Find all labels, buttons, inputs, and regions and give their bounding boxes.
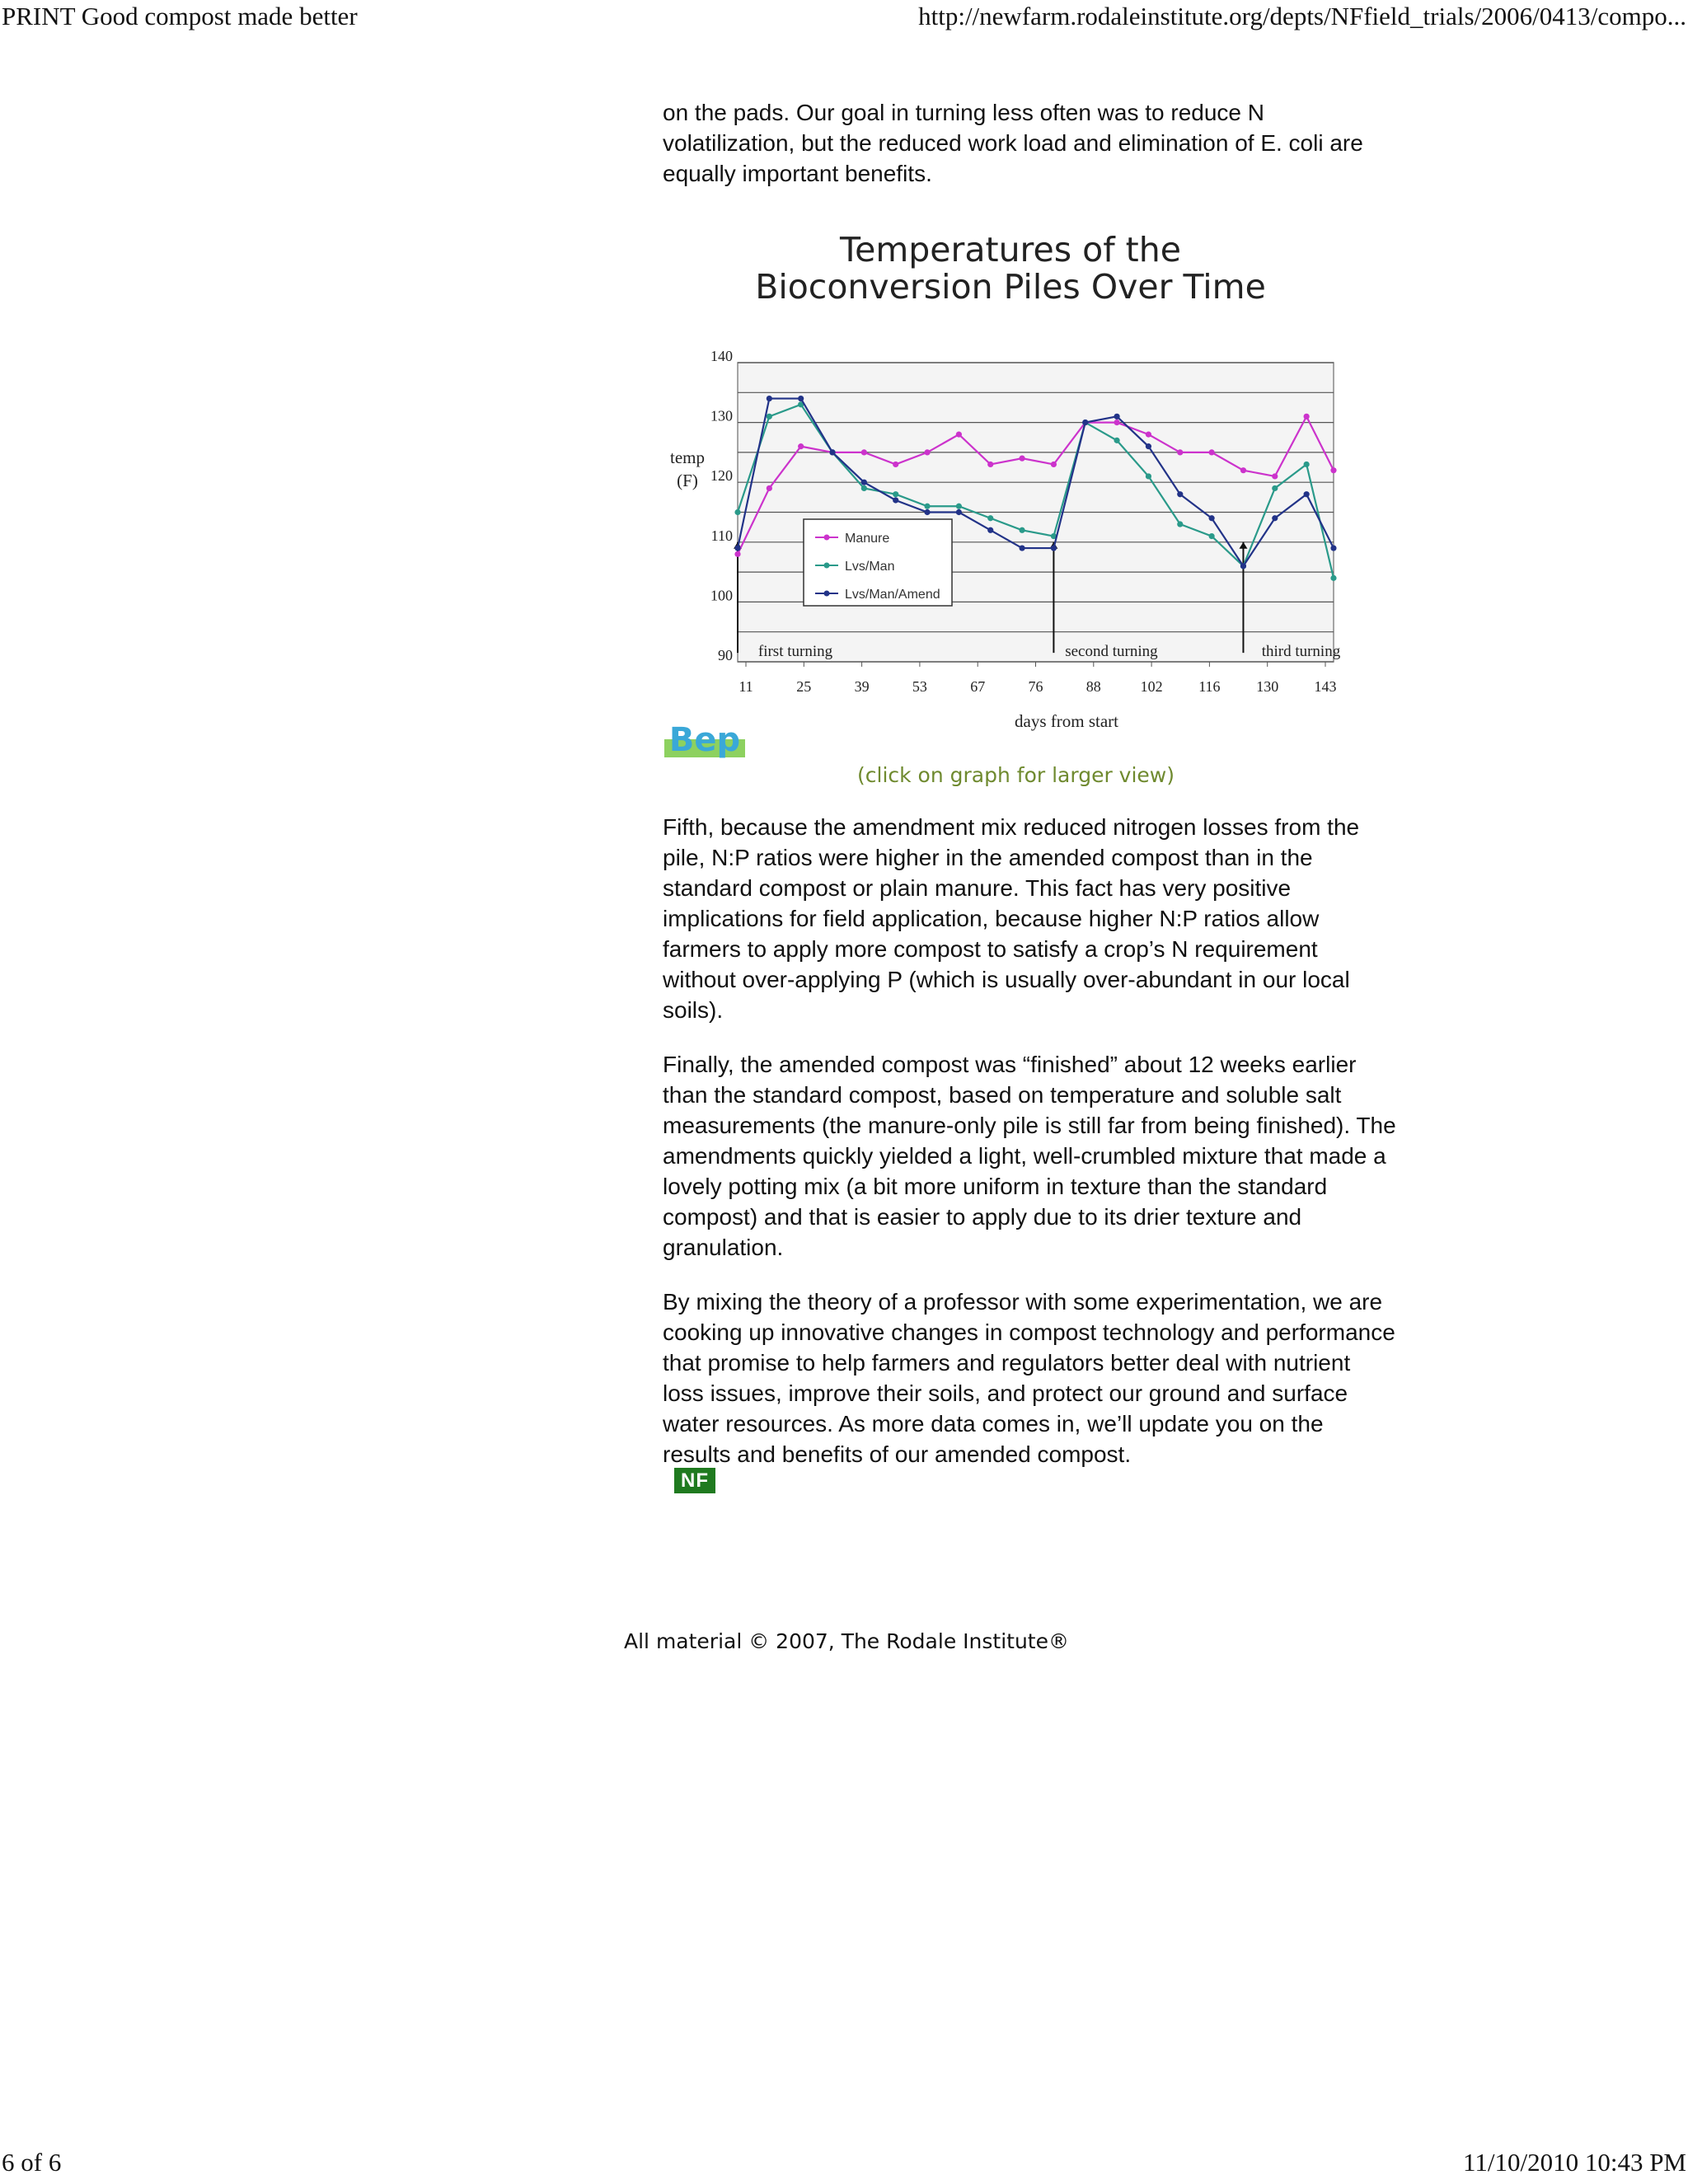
y-tick-label: 100 (710, 587, 733, 604)
data-point (767, 396, 772, 401)
x-tick-label: 76 (1028, 678, 1043, 695)
chart-title-line2: Bioconversion Piles Over Time (755, 267, 1266, 307)
y-tick-label: 110 (710, 527, 733, 544)
copyright-notice: All material © 2007, The Rodale Institute® (624, 1629, 1069, 1653)
legend-entry: Manure (845, 532, 890, 546)
bep-logo (663, 719, 747, 761)
data-point (893, 497, 898, 503)
data-point (1177, 449, 1183, 455)
data-point (798, 443, 804, 449)
paragraph-text: By mixing the theory of a professor with some experimentation, we are cooking up innovative changes in compost technology and performance that promise to help farmers and regulators better deal with nutrient loss issues, improve their soils, and protect our ground and surface water resources. As more data comes in, we’ll update you on the results and benefits of our amended compost. (663, 1289, 1395, 1467)
data-point (1304, 462, 1310, 467)
data-point (987, 527, 993, 533)
data-point (1019, 456, 1025, 462)
x-tick-label: 25 (796, 678, 812, 695)
data-point (1330, 467, 1336, 473)
data-point (987, 462, 993, 467)
data-point (1082, 419, 1088, 425)
temperature-chart[interactable] (659, 218, 1352, 746)
x-tick-label: 53 (912, 678, 927, 695)
y-axis-label-line1: temp (670, 448, 705, 467)
turning-label: first turning (757, 643, 833, 661)
data-point (1330, 545, 1336, 551)
y-tick-label: 90 (718, 647, 733, 663)
data-point (1304, 414, 1310, 419)
data-point (798, 396, 804, 401)
turning-label: third turning (1261, 643, 1341, 661)
browser-page-url[interactable]: http://newfarm.rodaleinstitute.org/depts/NFfield_trials/2006/0413/compo... (918, 2, 1686, 30)
data-point (1146, 432, 1151, 438)
newfarm-logo[interactable]: NF (674, 1468, 715, 1493)
print-page-number: 6 of 6 (2, 2148, 62, 2177)
data-point (861, 480, 867, 485)
y-tick-label: 140 (710, 348, 733, 364)
data-point (1240, 563, 1246, 569)
chart-title-line1: Temperatures of the (840, 230, 1181, 269)
data-point (1114, 414, 1119, 419)
data-point (1304, 491, 1310, 497)
data-point (956, 432, 962, 438)
data-point (924, 504, 930, 509)
article-paragraph-intro (663, 97, 1396, 189)
chart-caption-link[interactable]: (click on graph for larger view) (857, 763, 1175, 787)
data-point (1272, 515, 1278, 521)
paragraph-text: Fifth, because the amendment mix reduced nitrogen losses from the pile, N:P ratios were higher in the amended compost than in the standard compost or plain manure. This fact has very positive implications for field application, because higher N:P ratios allow farmers to apply more compost to satisfy a crop’s N requirement without over-applying P (which is usually over-abundant in our local soils). (663, 814, 1360, 1023)
data-point (734, 509, 740, 515)
data-point (767, 414, 772, 419)
data-point (1330, 575, 1336, 581)
data-point (861, 449, 867, 455)
article-paragraph-finally (663, 1049, 1396, 1263)
data-point (956, 509, 962, 515)
data-point (1114, 438, 1119, 443)
data-point (987, 515, 993, 521)
data-point (734, 551, 740, 557)
x-tick-label: 67 (970, 678, 986, 695)
data-point (829, 449, 835, 455)
data-point (1209, 449, 1215, 455)
article-paragraph-mixing (663, 1286, 1396, 1469)
data-point (1051, 545, 1057, 551)
x-tick-label: 11 (738, 678, 753, 695)
data-point (893, 491, 898, 497)
y-tick-label: 130 (710, 407, 733, 424)
data-point (1272, 485, 1278, 491)
data-point (893, 462, 898, 467)
x-tick-label: 143 (1314, 678, 1337, 695)
data-point (1177, 521, 1183, 527)
data-point (1019, 527, 1025, 533)
data-point (924, 509, 930, 515)
paragraph-text: Finally, the amended compost was “finished” about 12 weeks earlier than the standard compost, based on temperature and soluble salt measurements (the manure-only pile is still far from being finished). The amendments quickly yielded a light, well-crumbled mixture that made a lovely potting mix (a bit more uniform in texture than the standard compost) and that is easier to apply due to its drier texture and granulation. (663, 1052, 1396, 1260)
data-point (1209, 533, 1215, 539)
legend-swatch-marker (824, 563, 830, 569)
legend-entry: Lvs/Man (845, 560, 895, 574)
legend-entry: Lvs/Man/Amend (845, 588, 940, 602)
bep-logo-text: Bep (668, 721, 741, 759)
data-point (924, 449, 930, 455)
x-tick-label: 116 (1198, 678, 1221, 695)
article-paragraph-fifth (663, 812, 1396, 1025)
x-tick-label: 130 (1256, 678, 1279, 695)
data-point (1051, 462, 1057, 467)
data-point (1019, 545, 1025, 551)
data-point (1209, 515, 1215, 521)
chart-plot-area (710, 348, 1341, 695)
x-tick-label: 39 (854, 678, 870, 695)
data-point (1146, 473, 1151, 479)
data-point (1177, 491, 1183, 497)
paragraph-text: on the pads. Our goal in turning less often was to reduce N volatilization, but the reduced work load and elimination of E. coli are equally important benefits. (663, 100, 1363, 186)
x-axis-label: days from start (1015, 711, 1118, 731)
y-tick-label: 120 (710, 467, 733, 485)
data-point (1146, 443, 1151, 449)
y-axis-label-line2: (F) (677, 471, 698, 490)
print-datetime: 11/10/2010 10:43 PM (1463, 2148, 1686, 2177)
legend-swatch-marker (824, 535, 830, 541)
data-point (1240, 467, 1246, 473)
browser-page-title: PRINT Good compost made better (2, 2, 358, 30)
turning-label: second turning (1065, 643, 1158, 661)
data-point (1114, 419, 1119, 425)
data-point (956, 504, 962, 509)
data-point (861, 485, 867, 491)
data-point (767, 485, 772, 491)
data-point (734, 545, 740, 551)
x-tick-label: 88 (1085, 678, 1101, 695)
x-tick-label: 102 (1140, 678, 1163, 695)
data-point (1272, 473, 1278, 479)
legend-swatch-marker (824, 591, 830, 597)
